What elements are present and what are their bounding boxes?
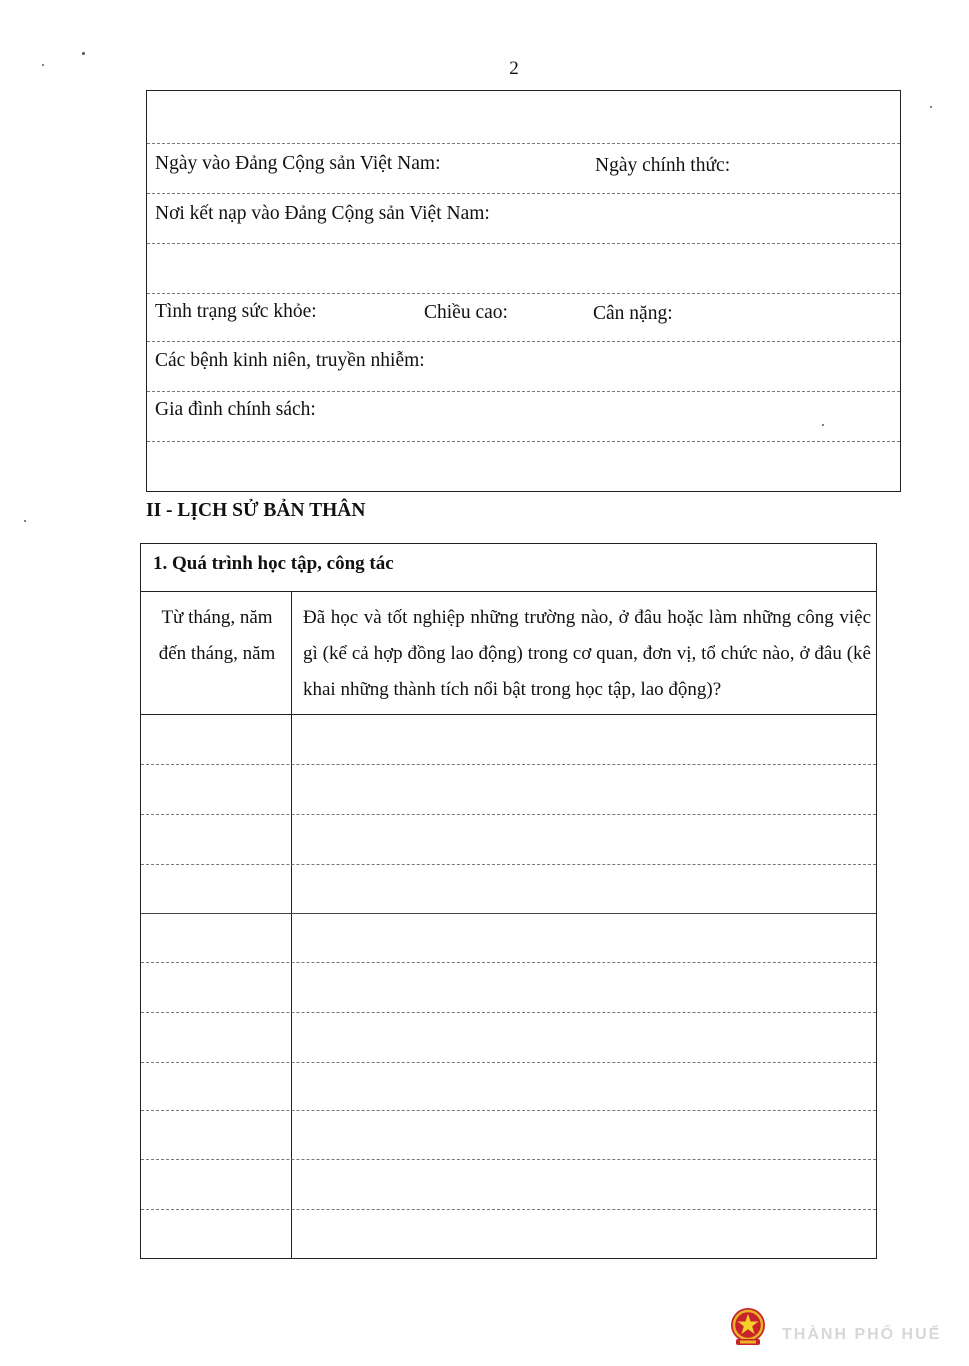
blank-line [147,91,900,144]
table-row [141,1012,876,1013]
history-table [140,543,877,1259]
weight-label: Cân nặng: [593,303,673,324]
admission-place-row [147,193,900,244]
table-header-row [141,592,876,715]
national-emblem-icon [728,1306,768,1348]
subsection-title: 1. Quá trình học tập, công tác [141,544,876,592]
col-header-description: Đã học và tốt nghiệp những trường nào, ở đâu hoặc làm những công việc gì (kể cả hợp đồng lao động) trong cơ quan, đơn vị, tổ chức nào, ở đâu (kê khai những thành tích nổi bật trong học tập, lao động)? [303,607,871,700]
admission-place-label: Nơi kết nạp vào Đảng Cộng sản Việt Nam: [155,203,490,224]
table-row [141,864,876,865]
party-join-row [147,143,900,194]
blank-line [147,243,900,294]
table-row [141,1110,876,1111]
policy-family-label: Gia đình chính sách: [155,399,316,420]
official-date-label: Ngày chính thức: [595,155,731,176]
table-row [141,1159,876,1160]
health-label: Tình trạng sức khỏe: [155,301,317,322]
scan-speck [82,52,85,55]
health-row [147,293,900,342]
height-label: Chiều cao: [424,302,508,323]
table-row [141,962,876,963]
page-number: 2 [509,58,519,79]
policy-family-row [147,391,900,442]
scan-speck [24,520,26,522]
table-row [141,1062,876,1063]
party-join-label: Ngày vào Đảng Cộng sản Việt Nam: [155,153,441,174]
diseases-row [147,341,900,392]
table-row [141,814,876,815]
col-header-period: Từ tháng, năm đến tháng, năm [158,607,276,664]
diseases-label: Các bệnh kinh niên, truyền nhiễm: [155,350,425,371]
table-row [141,913,876,914]
personal-info-box [146,90,901,492]
watermark-text: THÀNH PHỐ HUẾ [782,1326,942,1343]
scan-speck [42,64,44,66]
section-title: II - LỊCH SỬ BẢN THÂN [146,500,366,521]
scan-speck [822,424,824,426]
scan-speck [930,106,932,108]
table-row [141,764,876,765]
table-row [141,1209,876,1210]
